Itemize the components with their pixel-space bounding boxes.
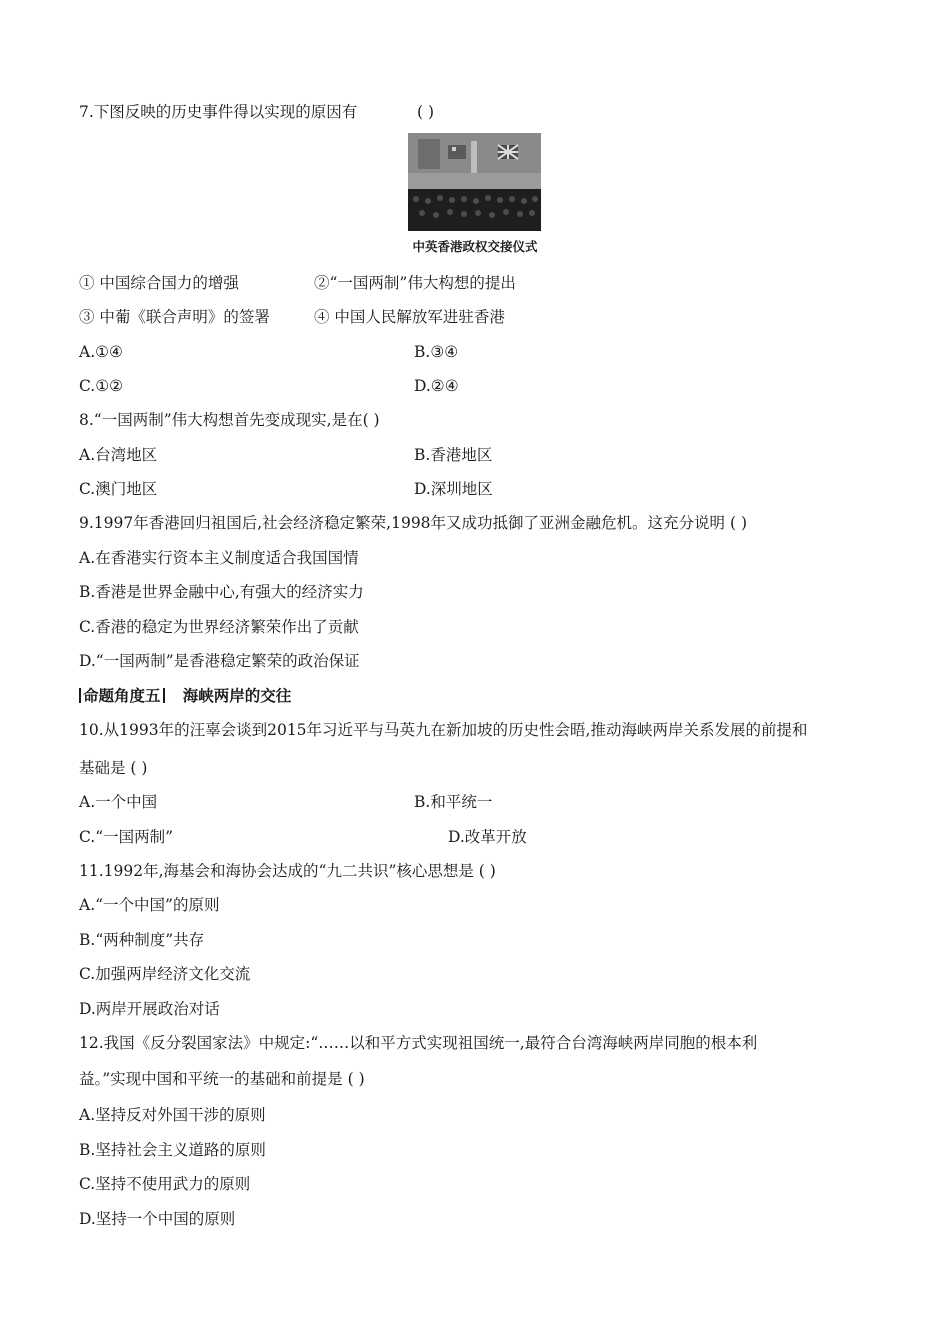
- q8-option-c: C.澳门地区: [79, 480, 158, 498]
- q11-stem: 11.1992年,海基会和海协会达成的“九二共识”核心思想是 ( ): [79, 862, 496, 880]
- section-header: [77, 686, 291, 706]
- q11-option-b: B.“两种制度”共存: [79, 931, 205, 949]
- handover-ceremony-image: [408, 133, 541, 231]
- section-bar-right: [163, 688, 165, 703]
- q12-option-a: A.坚持反对外国干涉的原则: [79, 1106, 266, 1124]
- q8-option-d: D.深圳地区: [414, 480, 493, 498]
- q9-option-c: C.香港的稳定为世界经济繁荣作出了贡献: [79, 618, 359, 636]
- q12-option-d: D.坚持一个中国的原则: [79, 1210, 236, 1228]
- q11-option-a: A.“一个中国”的原则: [79, 896, 220, 914]
- q12-option-b: B.坚持社会主义道路的原则: [79, 1141, 266, 1159]
- q10-stem-line-2: 基础是 ( ): [79, 759, 148, 777]
- q12-stem-line-1: 12.我国《反分裂国家法》中规定:“……以和平方式实现祖国统一,最符合台湾海峡两岸同胞的根本利: [79, 1034, 758, 1052]
- q11-option-c: C.加强两岸经济文化交流: [79, 965, 251, 983]
- q7-option-a: A.①④: [79, 343, 123, 361]
- q10-stem-line-1: 10.从1993年的汪辜会谈到2015年习近平与马英九在新加坡的历史性会晤,推动海峡两岸关系发展的前提和: [79, 721, 808, 739]
- q7-item-4: ④ 中国人民解放军进驻香港: [314, 308, 505, 326]
- q10-option-a: A.一个中国: [79, 793, 158, 811]
- section-label: 命题角度五: [83, 687, 161, 705]
- q7-item-3: ③ 中葡《联合声明》的签署: [79, 308, 270, 326]
- q10-option-d: D.改革开放: [448, 828, 527, 846]
- q10-option-c: C.“一国两制”: [79, 828, 174, 846]
- section-bar-left: [79, 688, 81, 703]
- q7-stem: 7.下图反映的历史事件得以实现的原因有: [79, 103, 358, 121]
- q7-option-c: C.①②: [79, 377, 124, 395]
- q9-stem: 9.1997年香港回归祖国后,社会经济稳定繁荣,1998年又成功抵御了亚洲金融危机。这充分说明 ( ): [79, 514, 747, 532]
- photo-caption: 中英香港政权交接仪式: [412, 239, 538, 254]
- q9-option-a: A.在香港实行资本主义制度适合我国国情: [79, 549, 359, 567]
- handover-ceremony-photo: [408, 133, 541, 231]
- q12-stem-line-2: 益。”实现中国和平统一的基础和前提是 ( ): [79, 1070, 365, 1088]
- q9-option-d: D.“一国两制”是香港稳定繁荣的政治保证: [79, 652, 360, 670]
- q7-option-b: B.③④: [414, 343, 459, 361]
- q11-option-d: D.两岸开展政治对话: [79, 1000, 220, 1018]
- q8-option-a: A.台湾地区: [79, 446, 158, 464]
- q12-option-c: C.坚持不使用武力的原则: [79, 1175, 251, 1193]
- section-title: 海峡两岸的交往: [182, 687, 292, 705]
- q9-option-b: B.香港是世界金融中心,有强大的经济实力: [79, 583, 364, 601]
- q8-stem: 8.“一国两制”伟大构想首先变成现实,是在( ): [79, 411, 380, 429]
- q7-item-1: ① 中国综合国力的增强: [79, 274, 239, 292]
- q7-option-d: D.②④: [414, 377, 459, 395]
- q8-option-b: B.香港地区: [414, 446, 493, 464]
- q10-option-b: B.和平统一: [414, 793, 493, 811]
- q7-answer-paren: ( ): [417, 103, 435, 121]
- q7-item-2: ②“一国两制”伟大构想的提出: [314, 274, 516, 292]
